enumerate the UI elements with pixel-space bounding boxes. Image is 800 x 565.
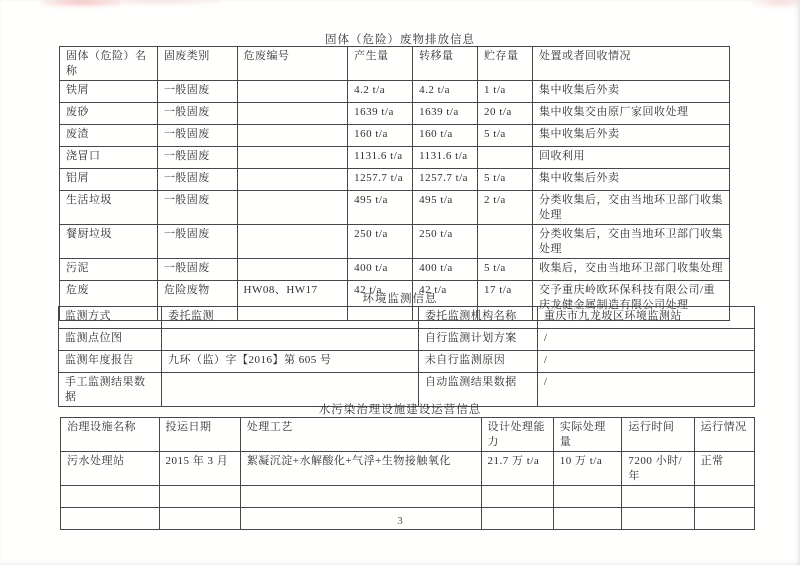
table-cell: 污泥 [60, 259, 158, 281]
table-cell: 42 t/a [413, 281, 478, 321]
table-cell [237, 147, 348, 169]
column-header: 运行情况 [694, 418, 754, 452]
table-cell: 5 t/a [478, 125, 533, 147]
table-cell: 495 t/a [413, 191, 478, 225]
table-cell: 21.7 万 t/a [481, 452, 553, 486]
table-cell: 一般固废 [157, 103, 237, 125]
red-stamp-smudge [100, 0, 220, 5]
table-cell: 收集后，交由当地环卫部门收集处理 [532, 259, 729, 281]
table-cell [237, 259, 348, 281]
table-cell: 监测年度报告 [59, 351, 162, 373]
table-cell: 集中收集交由原厂家回收处理 [532, 103, 729, 125]
table-cell: 絮凝沉淀+水解酸化+气浮+生物接触氧化 [240, 452, 481, 486]
table-row [60, 147, 730, 169]
red-stamp-smudge [752, 0, 800, 8]
table-cell: 一般固废 [157, 191, 237, 225]
column-header: 设计处理能力 [481, 418, 553, 452]
table-cell: 1 t/a [478, 81, 533, 103]
table-cell [162, 329, 419, 351]
table-cell: 餐厨垃圾 [60, 225, 158, 259]
table-cell: 手工监测结果数据 [59, 373, 162, 407]
table-cell [61, 486, 160, 508]
table-cell: 7200 小时/年 [622, 452, 694, 486]
column-header: 处理工艺 [240, 418, 481, 452]
table-cell: 一般固废 [157, 225, 237, 259]
table-cell: 17 t/a [478, 281, 533, 321]
table-cell [478, 225, 533, 259]
column-header: 固体（危险）名称 [60, 47, 158, 81]
table-row [60, 259, 730, 281]
table-row [59, 329, 755, 351]
table-cell [237, 169, 348, 191]
table-cell: 未自行监测原因 [418, 351, 537, 373]
table-row [60, 169, 730, 191]
column-header: 固废类别 [157, 47, 237, 81]
table-cell [237, 225, 348, 259]
column-header: 处置或者回收情况 [532, 47, 729, 81]
table-cell: 一般固废 [157, 259, 237, 281]
table-cell: 10 万 t/a [553, 452, 622, 486]
table-cell: 铁屑 [60, 81, 158, 103]
table-cell: 1639 t/a [348, 103, 413, 125]
table-row [59, 351, 755, 373]
table-cell [159, 486, 240, 508]
table-row [60, 225, 730, 259]
column-header: 治理设施名称 [61, 418, 160, 452]
table-row [60, 191, 730, 225]
table-cell [237, 125, 348, 147]
header-row [61, 418, 755, 452]
table-cell [237, 191, 348, 225]
table-row [61, 486, 755, 508]
table-cell: 监测点位图 [59, 329, 162, 351]
column-header: 运行时间 [622, 418, 694, 452]
table-cell: 2 t/a [478, 191, 533, 225]
table-cell: 一般固废 [157, 169, 237, 191]
table-cell: 20 t/a [478, 103, 533, 125]
table-cell: 1639 t/a [413, 103, 478, 125]
table-cell: 回收利用 [532, 147, 729, 169]
table-cell: 危险废物 [157, 281, 237, 321]
column-header: 产生量 [348, 47, 413, 81]
table-cell [237, 103, 348, 125]
table-cell [237, 81, 348, 103]
table-cell: 浇冒口 [60, 147, 158, 169]
column-header: 危废编号 [237, 47, 348, 81]
column-header: 实际处理量 [553, 418, 622, 452]
water-treatment-table-title: 水污染治理设施建设运营信息 [318, 404, 482, 416]
table-cell: / [537, 351, 754, 373]
table-cell: 160 t/a [413, 125, 478, 147]
table-cell: 400 t/a [413, 259, 478, 281]
table-cell: 铝屑 [60, 169, 158, 191]
table-cell: 250 t/a [348, 225, 413, 259]
solid-waste-table-header [60, 47, 730, 81]
solid-waste-table-title: 固体（危险）废物排放信息 [325, 34, 475, 46]
table-cell: 160 t/a [348, 125, 413, 147]
table-cell [478, 147, 533, 169]
table-cell: 废砂 [60, 103, 158, 125]
column-header: 转移量 [413, 47, 478, 81]
page-number: 3 [397, 515, 403, 527]
table-cell: 一般固废 [157, 125, 237, 147]
table-cell: 1257.7 t/a [413, 169, 478, 191]
table-row [61, 452, 755, 486]
header-row [60, 47, 730, 81]
table-cell: 一般固废 [157, 147, 237, 169]
water-treatment-table [60, 417, 755, 530]
table-cell: 危废 [60, 281, 158, 321]
table-cell: / [537, 373, 754, 407]
table-cell [694, 486, 754, 508]
table-row [59, 307, 755, 329]
table-cell: 自动监测结果数据 [418, 373, 537, 407]
table-cell: 分类收集后，交由当地环卫部门收集处理 [532, 225, 729, 259]
column-header: 贮存量 [478, 47, 533, 81]
table-cell: 1257.7 t/a [348, 169, 413, 191]
table-cell: 4.2 t/a [413, 81, 478, 103]
table-cell: 集中收集后外卖 [532, 125, 729, 147]
table-cell: 2015 年 3 月 [159, 452, 240, 486]
table-cell: 交予重庆岭欧环保科技有限公司/重庆龙健金属制造有限公司处理 [532, 281, 729, 321]
monitoring-table [58, 306, 755, 407]
table-cell: 监测方式 [59, 307, 162, 329]
table-cell [240, 486, 481, 508]
table-cell: 1131.6 t/a [348, 147, 413, 169]
table-row [60, 125, 730, 147]
column-header: 投运日期 [159, 418, 240, 452]
table-cell: 废渣 [60, 125, 158, 147]
table-cell: 集中收集后外卖 [532, 81, 729, 103]
table-cell: 自行监测计划方案 [418, 329, 537, 351]
table-cell: 495 t/a [348, 191, 413, 225]
table-cell: 生活垃圾 [60, 191, 158, 225]
table-cell: 集中收集后外卖 [532, 169, 729, 191]
table-cell: 42 t/a [348, 281, 413, 321]
table-row [60, 81, 730, 103]
table-cell: 委托监测 [162, 307, 419, 329]
table-cell: 5 t/a [478, 259, 533, 281]
table-row [60, 103, 730, 125]
solid-waste-table [59, 46, 730, 321]
table-cell [622, 486, 694, 508]
table-cell: 正常 [694, 452, 754, 486]
table-cell: 250 t/a [413, 225, 478, 259]
table-cell: 5 t/a [478, 169, 533, 191]
table-cell [481, 486, 553, 508]
table-cell: 委托监测机构名称 [418, 307, 537, 329]
table-cell: / [537, 329, 754, 351]
solid-waste-table-body [60, 81, 730, 321]
table-cell: 九环（监）字【2016】第 605 号 [162, 351, 419, 373]
monitoring-table-body [59, 307, 755, 407]
table-cell: 1131.6 t/a [413, 147, 478, 169]
table-cell: 分类收集后，交由当地环卫部门收集处理 [532, 191, 729, 225]
table-cell: 一般固废 [157, 81, 237, 103]
table-cell: 重庆市九龙坡区环境监测站 [537, 307, 754, 329]
table-cell [553, 486, 622, 508]
table-cell: 污水处理站 [61, 452, 160, 486]
table-cell: HW08、HW17 [237, 281, 348, 321]
red-stamp-smudge [42, 0, 120, 7]
table-cell: 400 t/a [348, 259, 413, 281]
water-treatment-table-header [61, 418, 755, 452]
table-cell: 4.2 t/a [348, 81, 413, 103]
monitoring-table-title: 环境监测信息 [362, 293, 438, 305]
